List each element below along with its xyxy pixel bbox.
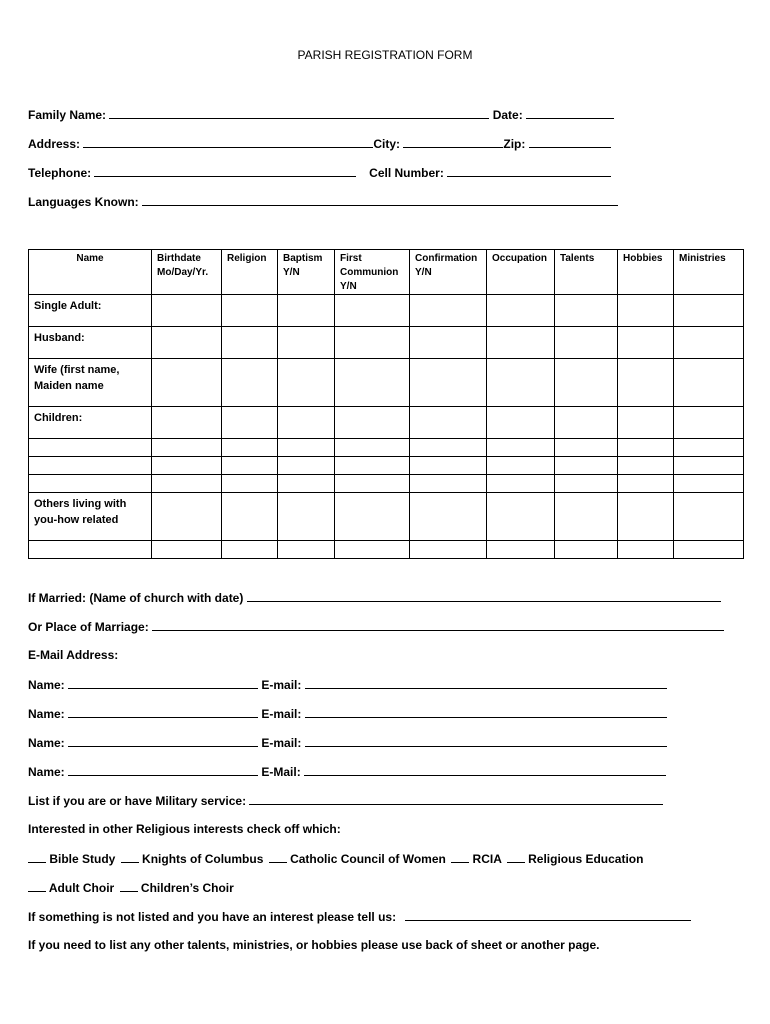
- table-header-row: [29, 250, 744, 295]
- table-cell[interactable]: [278, 327, 335, 359]
- table-cell[interactable]: [278, 475, 335, 493]
- contact-name-field[interactable]: [68, 734, 258, 747]
- table-cell[interactable]: [222, 541, 278, 559]
- page-title: PARISH REGISTRATION FORM: [297, 48, 473, 62]
- military-row: [28, 792, 663, 809]
- row-label-cell: [29, 541, 152, 559]
- table-cell[interactable]: [278, 457, 335, 475]
- table-cell[interactable]: [278, 359, 335, 407]
- col-header-confirmation: Confirmation Y/N: [410, 250, 487, 295]
- table-cell[interactable]: [335, 295, 410, 327]
- col-header-first-communion: First Communion Y/N: [335, 250, 410, 295]
- table-cell[interactable]: [674, 295, 744, 327]
- row-label-cell: [29, 493, 152, 541]
- table-cell[interactable]: [618, 493, 674, 541]
- telephone-row: [28, 164, 611, 181]
- row-label: [34, 475, 146, 478]
- table-cell[interactable]: [487, 475, 555, 493]
- table-cell[interactable]: [555, 541, 618, 559]
- languages-known-label: Languages Known:: [28, 195, 139, 209]
- table-cell[interactable]: [335, 439, 410, 457]
- row-label-cell: [29, 475, 152, 493]
- back-of-sheet-note: If you need to list any other talents, ministries, or hobbies please use back of sheet or another page.: [28, 938, 600, 952]
- table-cell[interactable]: [222, 493, 278, 541]
- table-cell[interactable]: [618, 475, 674, 493]
- table-cell[interactable]: [487, 541, 555, 559]
- table-cell[interactable]: [618, 407, 674, 439]
- place-of-marriage-label: Or Place of Marriage:: [28, 620, 149, 634]
- row-label: [34, 439, 146, 442]
- interests-row-2: [28, 879, 234, 896]
- table-cell[interactable]: [618, 327, 674, 359]
- if-married-field[interactable]: [247, 589, 721, 602]
- table-cell[interactable]: [278, 439, 335, 457]
- interest-label: Knights of Columbus: [142, 852, 264, 866]
- not-listed-field[interactable]: [405, 908, 691, 921]
- military-label: List if you are or have Military service:: [28, 794, 247, 808]
- interest-checkbox[interactable]: [120, 879, 138, 892]
- table-cell[interactable]: [618, 295, 674, 327]
- table-cell[interactable]: [410, 359, 487, 407]
- table-cell[interactable]: [555, 407, 618, 439]
- row-label-cell: [29, 457, 152, 475]
- table-cell[interactable]: [152, 407, 222, 439]
- col-header-occupation: Occupation: [487, 250, 555, 295]
- row-label: [34, 541, 146, 544]
- row-label-cell: [29, 359, 152, 407]
- zip-label: Zip:: [503, 137, 526, 151]
- contact-email-label: E-mail:: [261, 678, 302, 692]
- not-listed-label: If something is not listed and you have an interest please tell us:: [28, 910, 397, 924]
- table-cell[interactable]: [487, 327, 555, 359]
- table-cell[interactable]: [410, 439, 487, 457]
- table-cell[interactable]: [487, 295, 555, 327]
- table-cell[interactable]: [278, 407, 335, 439]
- if-married-label: If Married: (Name of church with date): [28, 591, 244, 605]
- table-cell[interactable]: [222, 295, 278, 327]
- table-cell[interactable]: [555, 493, 618, 541]
- table-cell[interactable]: [410, 475, 487, 493]
- interest-checkbox[interactable]: [451, 850, 469, 863]
- address-row: [28, 135, 611, 152]
- row-label-cell: [29, 327, 152, 359]
- family-members-table: [28, 249, 744, 559]
- interest-label: Catholic Council of Women: [290, 852, 446, 866]
- contact-email-field[interactable]: [305, 676, 667, 689]
- table-cell[interactable]: [618, 457, 674, 475]
- table-cell[interactable]: [152, 475, 222, 493]
- table-row: [29, 541, 744, 559]
- interest-checkbox[interactable]: [28, 850, 46, 863]
- contact-name-label: Name:: [28, 678, 65, 692]
- cell-number-label: Cell Number:: [369, 166, 444, 180]
- table-cell[interactable]: [410, 493, 487, 541]
- table-cell[interactable]: [674, 407, 744, 439]
- table-row: [29, 457, 744, 475]
- row-label: Children:: [34, 412, 83, 424]
- interest-checkbox[interactable]: [507, 850, 525, 863]
- col-header-talents: Talents: [555, 250, 618, 295]
- table-cell[interactable]: [618, 359, 674, 407]
- city-field[interactable]: [403, 135, 503, 148]
- interest-label: Religious Education: [528, 852, 644, 866]
- row-label-cell: [29, 295, 152, 327]
- table-cell[interactable]: [674, 327, 744, 359]
- table-row: [29, 327, 744, 359]
- table-cell[interactable]: [487, 493, 555, 541]
- table-cell[interactable]: [152, 493, 222, 541]
- table-cell[interactable]: [555, 327, 618, 359]
- row-label: Wife (first name, Maiden name: [34, 364, 120, 392]
- table-cell[interactable]: [618, 439, 674, 457]
- interest-label: Children’s Choir: [140, 881, 234, 895]
- col-header-baptism: Baptism Y/N: [278, 250, 335, 295]
- telephone-label: Telephone:: [28, 166, 92, 180]
- row-label: Single Adult:: [34, 300, 102, 312]
- contact-name-field[interactable]: [68, 763, 258, 776]
- table-cell[interactable]: [555, 475, 618, 493]
- table-cell[interactable]: [152, 295, 222, 327]
- contact-name-label: Name:: [28, 736, 65, 750]
- table-cell[interactable]: [618, 541, 674, 559]
- place-of-marriage-field[interactable]: [152, 618, 724, 631]
- table-cell[interactable]: [555, 359, 618, 407]
- languages-row: [28, 193, 618, 210]
- if-married-row: [28, 589, 721, 606]
- col-header-birthdate: Birthdate Mo/Day/Yr.: [152, 250, 222, 295]
- table-cell[interactable]: [222, 475, 278, 493]
- col-header-hobbies: Hobbies: [618, 250, 674, 295]
- table-cell[interactable]: [335, 457, 410, 475]
- contact-row: [28, 676, 667, 693]
- contact-row: [28, 763, 666, 780]
- contact-name-field[interactable]: [68, 676, 258, 689]
- interests-row-1: [28, 850, 643, 867]
- table-cell[interactable]: [335, 493, 410, 541]
- contact-email-label: E-mail:: [261, 736, 302, 750]
- table-cell[interactable]: [222, 457, 278, 475]
- interest-checkbox[interactable]: [28, 879, 46, 892]
- date-field[interactable]: [526, 106, 614, 119]
- interest-label: Bible Study: [49, 852, 116, 866]
- table-cell[interactable]: [555, 439, 618, 457]
- telephone-field[interactable]: [94, 164, 356, 177]
- table-cell[interactable]: [222, 359, 278, 407]
- contact-email-field[interactable]: [305, 705, 667, 718]
- table-cell[interactable]: [674, 541, 744, 559]
- table-cell[interactable]: [152, 457, 222, 475]
- table-cell[interactable]: [335, 359, 410, 407]
- interest-checkbox[interactable]: [121, 850, 139, 863]
- contact-row: [28, 734, 667, 751]
- family-name-row: [28, 106, 614, 123]
- table-cell[interactable]: [674, 493, 744, 541]
- table-cell[interactable]: [410, 295, 487, 327]
- table-cell[interactable]: [487, 457, 555, 475]
- interest-label: RCIA: [472, 852, 502, 866]
- table-cell[interactable]: [674, 457, 744, 475]
- table-cell[interactable]: [487, 439, 555, 457]
- table-cell[interactable]: [278, 493, 335, 541]
- table-cell[interactable]: [152, 541, 222, 559]
- table-cell[interactable]: [152, 439, 222, 457]
- table-cell[interactable]: [487, 407, 555, 439]
- table-cell[interactable]: [674, 359, 744, 407]
- email-address-heading: E-Mail Address:: [28, 648, 119, 662]
- table-cell[interactable]: [152, 327, 222, 359]
- table-cell[interactable]: [410, 457, 487, 475]
- military-field[interactable]: [249, 792, 663, 805]
- col-header-religion: Religion: [222, 250, 278, 295]
- table-cell[interactable]: [222, 439, 278, 457]
- contact-name-label: Name:: [28, 765, 65, 779]
- family-name-field[interactable]: [109, 106, 489, 119]
- table-cell[interactable]: [674, 475, 744, 493]
- interests-prompt: Interested in other Religious interests check off which:: [28, 822, 341, 836]
- table-cell[interactable]: [278, 541, 335, 559]
- table-cell[interactable]: [487, 359, 555, 407]
- contact-email-label: E-Mail:: [261, 765, 301, 779]
- table-row: [29, 407, 744, 439]
- table-cell[interactable]: [335, 541, 410, 559]
- contact-name-label: Name:: [28, 707, 65, 721]
- table-cell[interactable]: [278, 295, 335, 327]
- table-cell[interactable]: [335, 407, 410, 439]
- table-cell[interactable]: [555, 457, 618, 475]
- address-field[interactable]: [83, 135, 373, 148]
- row-label-cell: [29, 407, 152, 439]
- interest-label: Adult Choir: [48, 881, 115, 895]
- contact-name-field[interactable]: [68, 705, 258, 718]
- row-label: Others living with you-how related: [34, 498, 127, 526]
- date-label: Date:: [492, 108, 523, 122]
- table-cell[interactable]: [555, 295, 618, 327]
- languages-known-field[interactable]: [142, 193, 618, 206]
- table-cell[interactable]: [410, 407, 487, 439]
- contact-email-field[interactable]: [305, 734, 667, 747]
- place-of-marriage-row: [28, 618, 724, 635]
- table-row: [29, 439, 744, 457]
- not-listed-row: [28, 908, 691, 925]
- table-cell[interactable]: [152, 359, 222, 407]
- table-cell[interactable]: [335, 475, 410, 493]
- cell-number-field[interactable]: [447, 164, 611, 177]
- contact-email-field[interactable]: [304, 763, 666, 776]
- zip-field[interactable]: [529, 135, 611, 148]
- city-label: City:: [373, 137, 401, 151]
- row-label-cell: [29, 439, 152, 457]
- contact-email-label: E-mail:: [261, 707, 302, 721]
- family-name-label: Family Name:: [28, 108, 107, 122]
- interest-checkbox[interactable]: [269, 850, 287, 863]
- table-cell[interactable]: [222, 407, 278, 439]
- table-cell[interactable]: [410, 541, 487, 559]
- row-label: Husband:: [34, 332, 85, 344]
- table-row: [29, 295, 744, 327]
- row-label: [34, 457, 146, 460]
- table-row: [29, 475, 744, 493]
- table-cell[interactable]: [410, 327, 487, 359]
- table-cell[interactable]: [674, 439, 744, 457]
- contact-row: [28, 705, 667, 722]
- table-cell[interactable]: [335, 327, 410, 359]
- table-row: [29, 359, 744, 407]
- table-cell[interactable]: [222, 327, 278, 359]
- col-header-ministries: Ministries: [674, 250, 744, 295]
- address-label: Address:: [28, 137, 81, 151]
- table-row: [29, 493, 744, 541]
- col-header-name: Name: [29, 250, 152, 295]
